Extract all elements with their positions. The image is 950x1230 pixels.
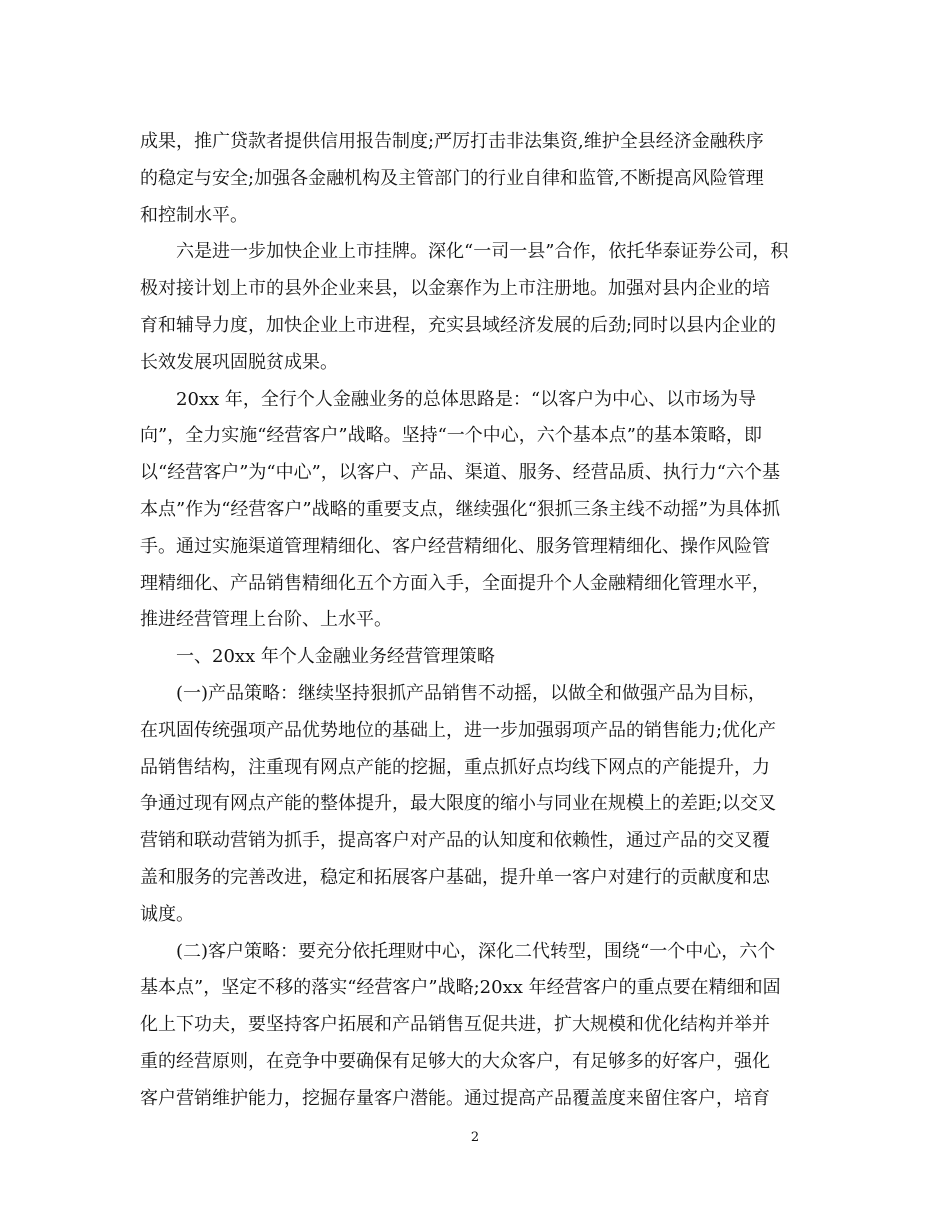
text-line: 客户营销维护能力，挖掘存量客户潜能。通过提高产品覆盖度来留住客户，培育 [140, 1087, 770, 1109]
text-line: 成果，推广贷款者提供信用报告制度;严厉打击非法集资,维护全县经济金融秩序 [140, 131, 764, 152]
text-line: 育和辅导力度，加快企业上市进程，充实县域经济发展的后劲;同时以县内企业的 [140, 314, 777, 336]
text-line: 本点”作为“经营客户”战略的重要支点，继续强化“狠抓三条主线不动摇”为具体抓 [140, 498, 781, 520]
text-line: 诚度。 [140, 903, 194, 925]
text-line: (一)产品策略：继续坚持狠抓产品销售不动摇，以做全和做强产品为目标， [176, 682, 767, 704]
text-line: 基本点”，坚定不移的落实“经营客户”战略;20xx 年经营客户的重点要在精细和固 [140, 977, 781, 999]
text-line: 争通过现有网点产能的整体提升，最大限度的缩小与同业在规模上的差距;以交叉 [140, 793, 777, 815]
text-line: 的稳定与安全;加强各金融机构及主管部门的行业自律和监管,不断提高风险管理 [140, 167, 764, 189]
page-number: 2 [470, 1130, 480, 1145]
text-line: 手。通过实施渠道管理精细化、客户经营精细化、服务管理精细化、操作风险管 [140, 535, 770, 557]
text-line: 六是进一步加快企业上市挂牌。深化“一司一县”合作，依托华泰证券公司，积 [176, 241, 789, 263]
text-line: 长效发展巩固脱贫成果。 [140, 351, 338, 373]
text-line: 向”，全力实施“经营客户”战略。坚持“一个中心，六个基本点”的基本策略，即 [140, 425, 763, 447]
text-line: 20xx 年，全行个人金融业务的总体思路是：“以客户为中心、以市场为导 [176, 388, 757, 410]
text-line: 极对接计划上市的县外企业来县，以金寨作为上市注册地。加强对县内企业的培 [140, 278, 770, 300]
text-line: 以“经营客户”为“中心”，以客户、产品、渠道、服务、经营品质、执行力“六个基 [140, 462, 781, 484]
text-line: 化上下功夫，要坚持客户拓展和产品销售互促共进，扩大规模和优化结构并举并 [140, 1014, 770, 1036]
text-line: 和控制水平。 [140, 204, 248, 226]
text-line: 推进经营管理上台阶、上水平。 [140, 609, 392, 631]
body-text [140, 124, 820, 1118]
text-line: 品销售结构，注重现有网点产能的挖掘，重点抓好点均线下网点的产能提升，力 [140, 756, 770, 778]
text-line: 重的经营原则，在竞争中要确保有足够大的大众客户，有足够多的好客户，强化 [140, 1050, 770, 1072]
text-line: 盖和服务的完善改进，稳定和拓展客户基础，提升单一客户对建行的贡献度和忠 [140, 866, 770, 888]
text-line: (二)客户策略：要充分依托理财中心，深化二代转型，围绕“一个中心，六个 [176, 940, 776, 962]
text-line: 在巩固传统强项产品优势地位的基础上，进一步加强弱项产品的销售能力;优化产 [140, 719, 777, 741]
text-line: 营销和联动营销为抓手，提高客户对产品的认知度和依赖性，通过产品的交叉覆 [140, 830, 770, 852]
text-line: 一、20xx 年个人金融业务经营管理策略 [176, 646, 495, 668]
text-line: 理精细化、产品销售精细化五个方面入手，全面提升个人金融精细化管理水平， [140, 572, 770, 594]
